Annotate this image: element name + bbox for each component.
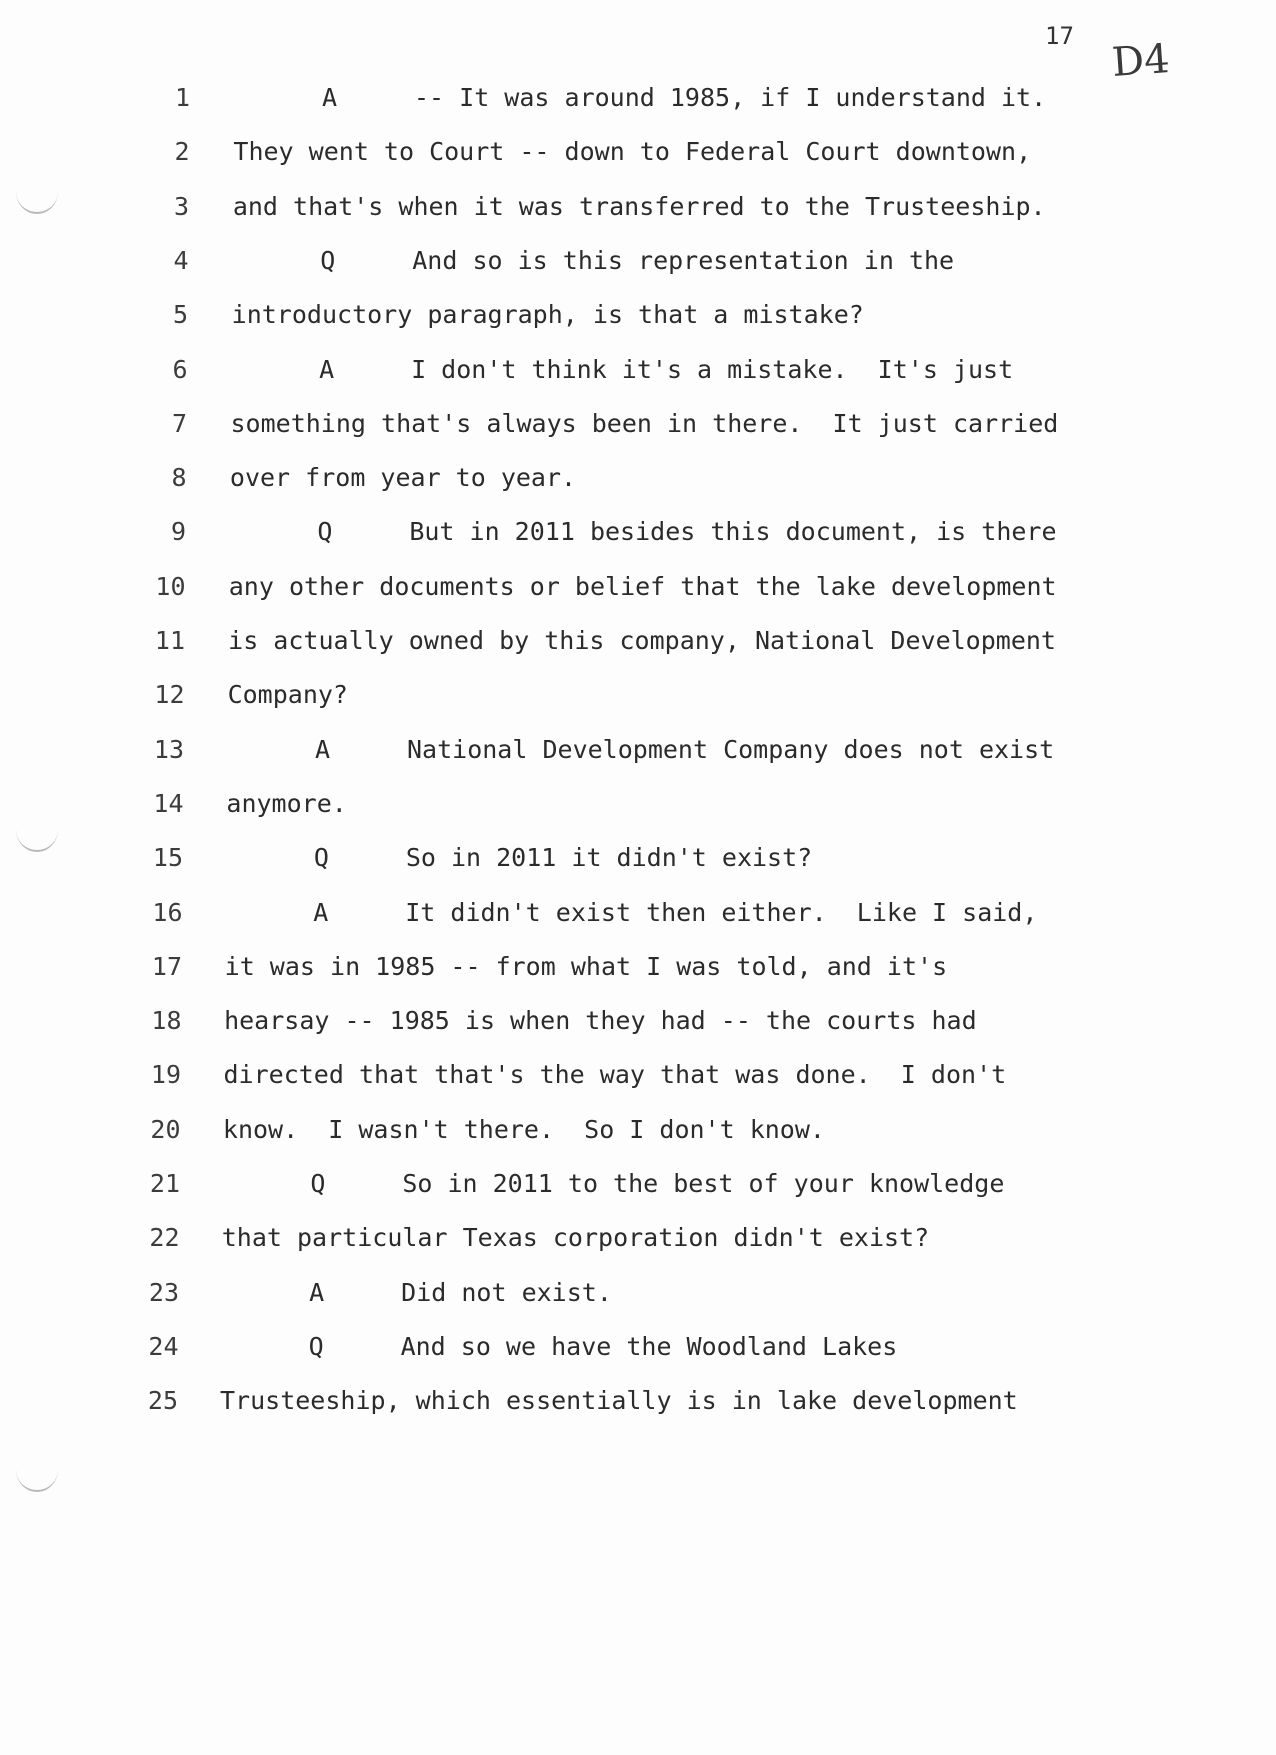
transcript-line (0, 730, 1276, 770)
transcript-line (0, 784, 1276, 824)
line-text: any other documents or belief that the lake development (228, 571, 1057, 601)
transcript-line (0, 1055, 1276, 1095)
line-text: National Development Company does not exist (407, 734, 1055, 764)
line-text: anymore. (226, 788, 347, 818)
line-text: introductory paragraph, is that a mistake? (231, 300, 864, 330)
speaker-label: A (322, 83, 338, 112)
line-number: 17 (151, 951, 182, 981)
line-text: Company? (227, 680, 348, 710)
line-text: directed that that's the way that was done. I don't (223, 1060, 1007, 1090)
line-text: So in 2011 to the best of your knowledge (402, 1169, 1005, 1198)
line-text: They went to Court -- down to Federal Court downtown, (233, 137, 1032, 167)
speaker-label: Q (310, 1169, 326, 1198)
exhibit-mark: D4 (1110, 36, 1172, 86)
line-text: And so is this representation in the (412, 245, 955, 275)
line-text: hearsay -- 1985 is when they had -- the courts had (224, 1006, 977, 1036)
page-number: 17 (1045, 22, 1074, 50)
transcript-line (0, 404, 1276, 444)
transcript-line (0, 132, 1276, 172)
transcript-line (0, 621, 1276, 661)
speaker-label: Q (320, 245, 336, 275)
line-text: over from year to year. (229, 463, 577, 493)
transcript-line (0, 78, 1276, 118)
line-number: 25 (147, 1386, 178, 1416)
speaker-label: Q (317, 517, 333, 547)
line-number: 20 (150, 1114, 181, 1144)
line-number: 6 (172, 354, 188, 384)
transcript-line (0, 458, 1276, 498)
transcript-line (0, 947, 1276, 987)
transcript-line (0, 838, 1276, 878)
transcript-line (0, 1273, 1276, 1313)
transcript-line (0, 187, 1276, 227)
line-number: 24 (148, 1331, 179, 1361)
line-text: is actually owned by this company, National Development (228, 626, 1056, 655)
punch-hole (16, 1448, 58, 1492)
line-text: know. I wasn't there. So I don't know. (222, 1114, 825, 1144)
speaker-label: A (309, 1277, 325, 1307)
transcript-line (0, 512, 1276, 552)
transcript-line (0, 350, 1276, 390)
line-number: 19 (150, 1060, 181, 1090)
line-number: 10 (155, 571, 186, 601)
speaker-label: Q (313, 843, 329, 873)
transcript-line (0, 675, 1276, 715)
line-text: So in 2011 it didn't exist? (405, 843, 813, 873)
transcript-line (0, 893, 1276, 933)
line-text: Trusteeship, which essentially is in lake development (220, 1386, 1018, 1416)
line-text: and that's when it was transferred to the Trusteeship. (232, 191, 1046, 221)
line-number: 14 (153, 788, 184, 818)
line-number: 8 (171, 463, 187, 493)
transcript-line (0, 1164, 1276, 1204)
line-text: it was in 1985 -- from what I was told, and it's (224, 951, 948, 981)
line-number: 4 (173, 245, 189, 275)
speaker-label: A (313, 897, 329, 927)
speaker-label: A (319, 354, 335, 384)
transcript-line (0, 1381, 1276, 1421)
line-text: But in 2011 besides this document, is there (409, 517, 1057, 547)
transcript-line (0, 1218, 1276, 1258)
transcript-line (0, 241, 1276, 281)
line-number: 2 (174, 137, 190, 167)
line-number: 18 (151, 1006, 182, 1036)
line-text: Did not exist. (401, 1277, 612, 1307)
line-text: It didn't exist then either. Like I said, (405, 897, 1038, 927)
transcript-line (0, 295, 1276, 335)
line-number: 9 (170, 517, 186, 547)
line-number: 12 (154, 680, 185, 710)
line-text: that particular Texas corporation didn't exist? (221, 1223, 930, 1253)
transcript-line (0, 567, 1276, 607)
line-number: 11 (154, 626, 185, 655)
line-text: And so we have the Woodland Lakes (400, 1331, 898, 1361)
line-number: 22 (149, 1223, 180, 1253)
line-number: 7 (171, 408, 187, 438)
line-text: -- It was around 1985, if I understand it. (414, 83, 1047, 112)
speaker-label: A (315, 734, 331, 764)
line-number: 21 (149, 1169, 180, 1198)
transcript-line (0, 1110, 1276, 1150)
line-number: 23 (148, 1277, 179, 1307)
transcript-line (0, 1001, 1276, 1041)
line-number: 1 (174, 83, 190, 112)
transcript-line (0, 1327, 1276, 1367)
line-number: 5 (172, 300, 188, 330)
line-text: I don't think it's a mistake. It's just (411, 354, 1014, 384)
line-number: 3 (173, 191, 189, 221)
line-text: something that's always been in there. It just carried (230, 408, 1059, 438)
line-number: 16 (152, 897, 183, 927)
speaker-label: Q (308, 1331, 324, 1361)
line-number: 13 (153, 734, 184, 764)
line-number: 15 (152, 843, 183, 873)
